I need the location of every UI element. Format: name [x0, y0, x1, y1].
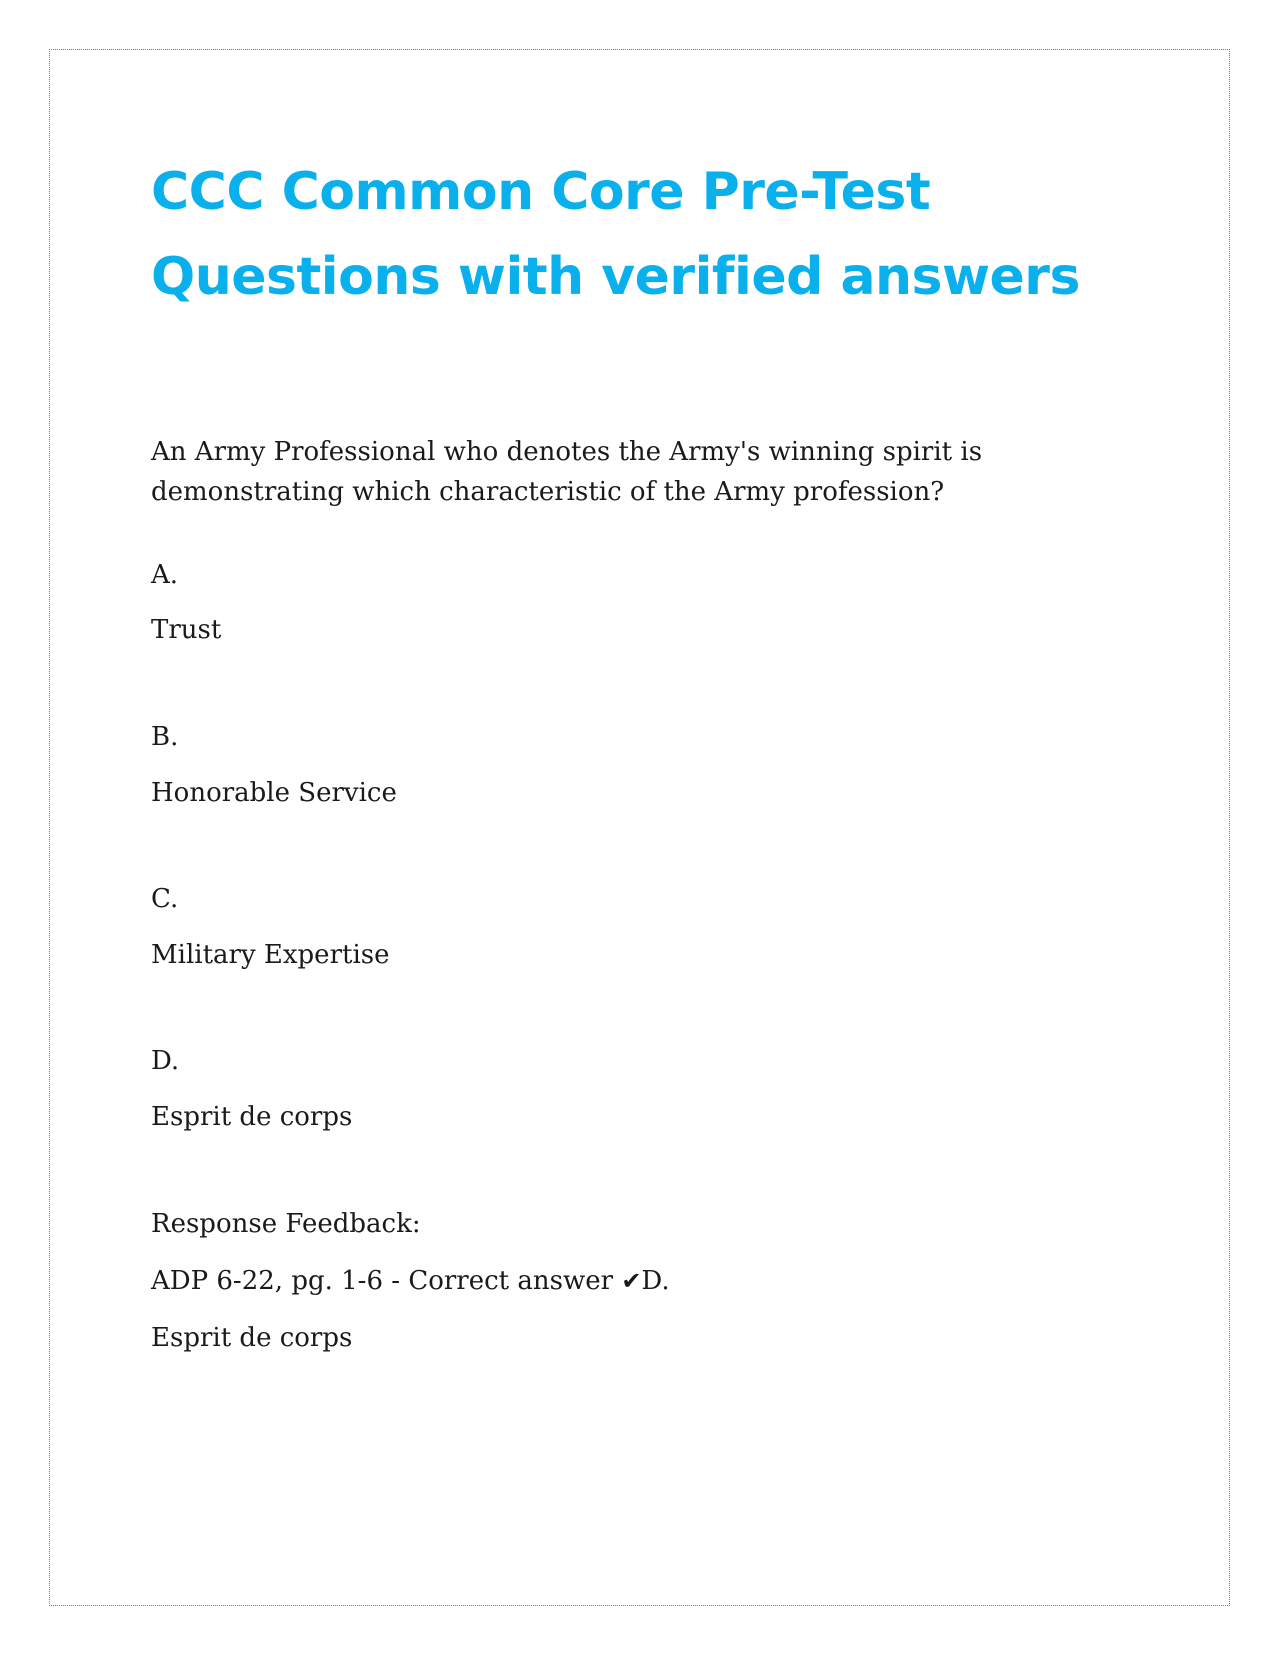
option-b-letter: B. [151, 722, 179, 752]
feedback-reference: ADP 6-22, pg. 1-6 - Correct answer [151, 1266, 622, 1296]
title-line-1: CCC Common Core Pre-Test [151, 162, 931, 222]
option-c-text: Military Expertise [151, 940, 390, 970]
option-c-letter: C. [151, 884, 179, 914]
option-a-text: Trust [151, 615, 222, 645]
option-a-letter: A. [151, 560, 179, 590]
feedback-reference-line [151, 1266, 670, 1296]
option-b-text: Honorable Service [151, 778, 397, 808]
feedback-answer: Esprit de corps [151, 1323, 353, 1353]
feedback-correct-letter: D. [641, 1266, 670, 1296]
question-text: An Army Professional who denotes the Army's winning spirit is demonstrating which characteristic of the Army profession? [151, 437, 983, 507]
option-d-letter: D. [151, 1046, 180, 1076]
checkmark-icon: ✔ [621, 1267, 642, 1295]
option-d-text: Esprit de corps [151, 1102, 353, 1132]
document-title [151, 150, 1111, 320]
title-line-2: Questions with verified answers [151, 247, 1080, 307]
feedback-label: Response Feedback: [151, 1209, 421, 1239]
